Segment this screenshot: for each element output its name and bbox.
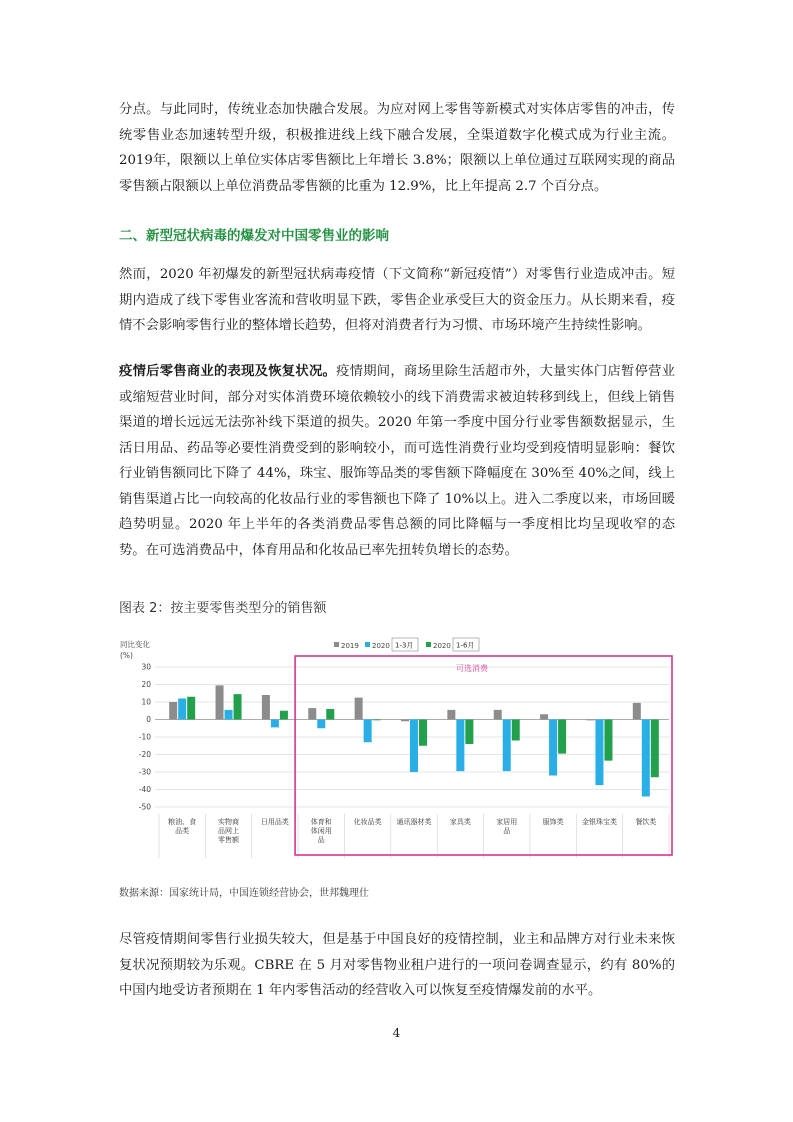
bar-2019-10	[586, 720, 594, 721]
bar-2020-1-6月-4	[326, 709, 334, 720]
category-label: 实物商	[218, 818, 240, 826]
paragraph-recovery-lead: 疫情后零售商业的表现及恢复状况。	[119, 364, 337, 379]
category-label: 服饰类	[542, 818, 564, 826]
category-label: 化妆品类	[353, 818, 382, 826]
bar-2020-1-3月-9	[549, 720, 557, 776]
y-axis-label: 同比变化	[120, 640, 150, 649]
bar-2019-3	[262, 695, 270, 720]
bar-2020-1-3月-1	[178, 699, 186, 720]
bar-2020-1-3月-3	[271, 720, 279, 728]
bar-2019-5	[355, 698, 363, 720]
sales-bar-chart	[119, 630, 679, 870]
bar-2019-6	[401, 720, 409, 722]
category-label: 金银珠宝类	[581, 818, 617, 826]
category-label: 粮油、食	[168, 818, 197, 826]
category-label: 家居用	[496, 818, 518, 826]
y-tick-label: 20	[141, 680, 151, 689]
legend-swatch-2	[365, 642, 370, 647]
y-tick-label: -10	[138, 732, 151, 742]
figure-caption: 图表 2：按主要零售类型分的销售额	[119, 601, 327, 616]
y-tick-label: -40	[138, 785, 151, 794]
page-number: 4	[392, 1026, 401, 1040]
category-label: 家具类	[449, 818, 471, 826]
data-source: 数据来源：国家统计局，中国连锁经营协会，世邦魏理仕	[119, 888, 369, 899]
legend-label-2: 2020	[372, 642, 390, 650]
category-label: 品	[317, 836, 325, 844]
paragraph-intro: 分点。与此同时，传统业态加快融合发展。为应对网上零售等新模式对实体店零售的冲击，传统零售业态加速转型升级，积极推进线上线下融合发展，全渠道数字化模式成为行业主流。2019年，限额以上单位实体店零售额比上年增长 3.8%；限额以上单位通过互联网实现的商品零售额占限额以上单位消费品零售额的比重为 12.9%，比上年提高 2.7 个百分点。	[119, 102, 675, 194]
bar-2019-2	[216, 685, 224, 719]
bar-2019-11	[633, 703, 641, 720]
bar-2020-1-6月-2	[234, 694, 242, 719]
bar-2020-1-3月-7	[456, 720, 464, 772]
bar-2020-1-3月-11	[642, 720, 650, 797]
y-tick-label: 30	[141, 662, 151, 672]
bar-2020-1-3月-8	[503, 720, 511, 772]
bar-2020-1-6月-5	[373, 720, 381, 721]
legend-label-1: 2019	[341, 642, 359, 650]
bar-2019-8	[494, 710, 502, 720]
category-label: 日用品类	[260, 818, 289, 826]
bar-2019-7	[447, 710, 455, 720]
bar-2020-1-6月-9	[558, 720, 566, 754]
y-tick-label: -50	[138, 802, 151, 812]
legend-swatch-3	[426, 642, 431, 647]
bar-2020-1-6月-7	[465, 720, 473, 745]
category-label: 品网上	[218, 827, 240, 835]
category-label: 零售额	[218, 836, 240, 844]
legend-period-2: 1-3月	[395, 641, 414, 650]
discretionary-highlight-label: 可选消费	[456, 664, 489, 673]
y-tick-label: 10	[141, 697, 151, 707]
y-tick-label: 0	[146, 715, 151, 724]
legend-label-3: 2020	[433, 642, 451, 650]
category-label: 体育和	[310, 818, 332, 826]
bar-2019-1	[169, 702, 177, 720]
y-tick-label: -30	[138, 767, 151, 777]
bar-2020-1-3月-6	[410, 720, 418, 773]
y-axis-label: (%)	[120, 651, 133, 660]
bar-2019-4	[308, 708, 316, 719]
category-label: 通讯器材类	[396, 818, 432, 826]
bar-2020-1-3月-5	[364, 720, 372, 743]
paragraph-recovery	[119, 359, 675, 563]
category-label: 品	[503, 827, 511, 835]
paragraph-impact: 然而，2020 年初爆发的新型冠状病毒疫情（下文简称“新冠疫情”）对零售行业造成冲击。短期内造成了线下零售业客流和营收明显下跌，零售企业承受巨大的资金压力。从长期来看，疫情不会影响零售行业的整体增长趋势，但将对消费者行为习惯、市场环境产生持续性影响。	[119, 267, 675, 333]
category-label: 品类	[175, 827, 190, 835]
bar-2020-1-6月-3	[280, 711, 288, 720]
section-heading: 二、新型冠状病毒的爆发对中国零售业的影响	[119, 228, 389, 244]
bar-2020-1-6月-1	[187, 697, 195, 720]
bar-2020-1-3月-2	[225, 710, 233, 720]
bar-2020-1-3月-10	[595, 720, 603, 786]
category-label: 餐饮类	[635, 818, 657, 826]
bar-2020-1-6月-6	[419, 720, 427, 746]
legend-swatch-1	[334, 642, 339, 647]
legend-period-3: 1-6月	[456, 641, 475, 650]
y-tick-label: -20	[138, 750, 151, 759]
bar-2019-9	[540, 714, 548, 719]
bar-2020-1-6月-8	[512, 720, 520, 741]
paragraph-recovery-body: 疫情期间，商场里除生活超市外，大量实体门店暂停营业或缩短营业时间，部分对实体消费环境依赖较小的线下消费需求被迫转移到线上，但线上销售渠道的增长远远无法弥补线下渠道的损失。2020 年第一季度中国分行业零售额数据显示，生活日用品、药品等必要性消费受到的影响较小，而可选性消费行业均受到疫情明显影响：餐饮行业销售额同比下降了 44%，珠宝、服饰等品类的零售额下降幅度在 30%至 40%之间，线上销售渠道占比一向较高的化妆品行业的零售额也下降了 10%以上。进入二季度以来，市场回暖趋势明显。2020 年上半年的各类消费品零售总额的同比降幅与一季度相比均呈现收窄的态势。在可选消费品中，体育用品和化妆品已率先扭转负增长的态势。	[119, 364, 676, 558]
paragraph-outlook: 尽管疫情期间零售行业损失较大，但是基于中国良好的疫情控制，业主和品牌方对行业未来恢复状况预期较为乐观。CBRE 在 5 月对零售物业租户进行的一项问卷调查显示，约有 80%的中国内地受访者预期在 1 年内零售活动的经营收入可以恢复至疫情爆发前的水平。	[119, 932, 675, 998]
bar-2020-1-3月-4	[317, 720, 325, 729]
bar-2020-1-6月-10	[604, 720, 612, 761]
category-label: 体闲用	[310, 827, 332, 835]
bar-2020-1-6月-11	[651, 720, 659, 778]
